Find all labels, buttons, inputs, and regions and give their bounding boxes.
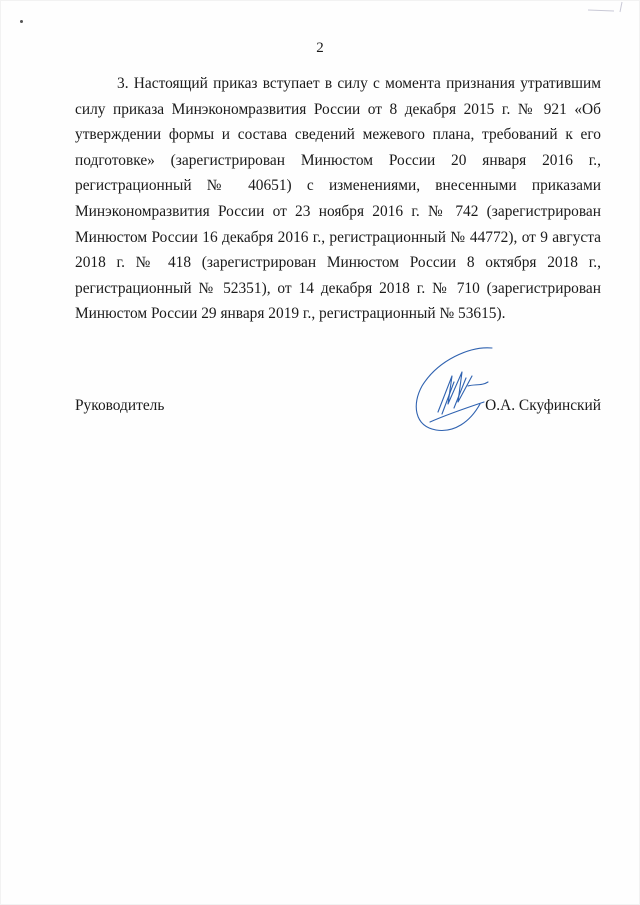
page-number: 2	[316, 40, 324, 56]
signer-name: О.А. Скуфинский	[485, 397, 601, 414]
paragraph-3: 3. Настоящий приказ вступает в силу с момента признания утратившим силу приказа Минэкономразвития России от 8 декабря 2015 г. № 921 «Об утверждении формы и состава сведений межевого плана, требований к его подготовке» (зарегистрирован Минюстом России 20 января 2016 г., регистрационный № 40651) с изменениями, внесенными приказами Минэкономразвития России от 23 ноября 2016 г. № 742 (зарегистрирован Минюстом России 16 декабря 2016 г., регистрационный № 44772), от 9 августа 2018 г. № 418 (зарегистрирован Минюстом России 8 октября 2018 г., регистрационный № 52351), от 14 декабря 2018 г. № 710 (зарегистрирован Минюстом России 29 января 2019 г., регистрационный № 53615).	[75, 75, 601, 323]
scan-speck	[20, 20, 23, 23]
signer-position: Руководитель	[75, 397, 165, 414]
signature-block	[75, 397, 601, 421]
scan-mark	[584, 0, 634, 14]
